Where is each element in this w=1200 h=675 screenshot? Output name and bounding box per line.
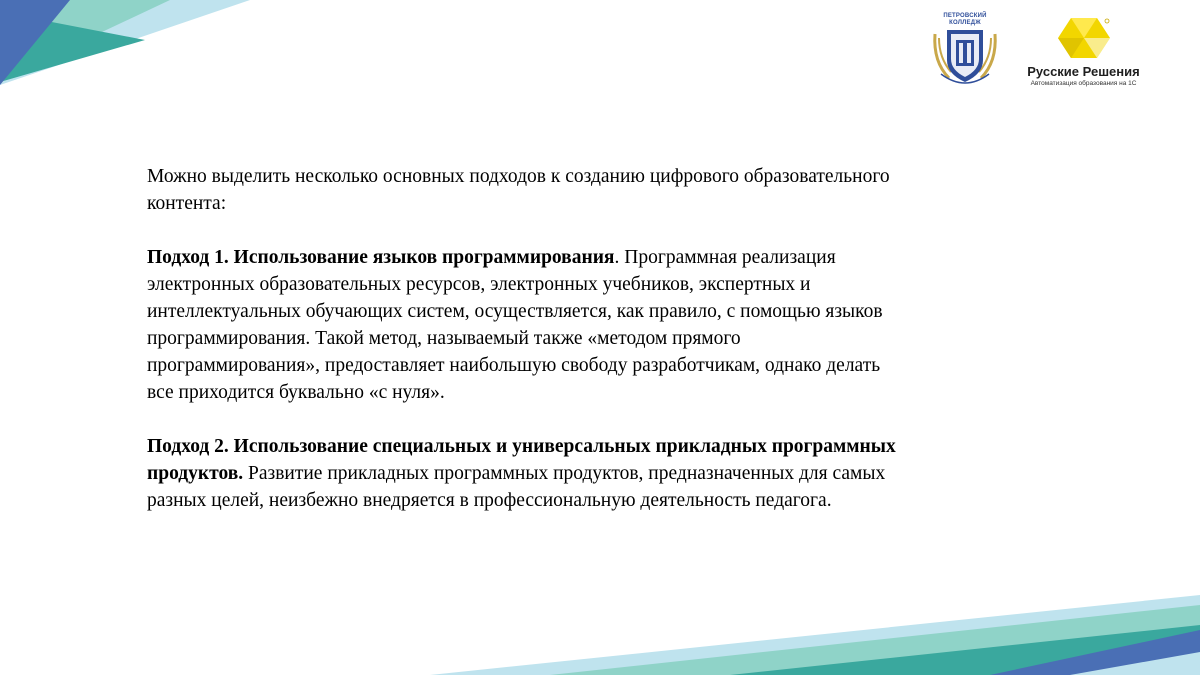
- approach-1-heading: Подход 1. Использование языков программирования: [147, 247, 615, 268]
- partner-subtitle: Автоматизация образования на 1С: [1030, 79, 1137, 87]
- approach-2-text: Развитие прикладных программных продуктов, предназначенных для самых разных целей, неизбежно внедряется в профессиональную деятельность педагога.: [147, 463, 886, 511]
- college-name-line1: ПЕТРОВСКИЙ: [943, 13, 987, 19]
- partner-hexagon-icon: [1058, 16, 1110, 60]
- approach-2-heading: Подход 2. Использование специальных и универсальных прикладных программных продуктов.: [147, 436, 896, 484]
- approach-2-paragraph: [147, 433, 907, 514]
- top-left-decoration: [0, 0, 260, 85]
- partner-title: Русские Решения: [1027, 63, 1140, 79]
- approach-1-text: . Программная реализация электронных образовательных ресурсов, электронных учебников, экспертных и интеллектуальных обучающих систем, осуществляется, как правило, с помощью языков программирования. Такой метод, называемый также «методом прямого программирования», предоставляет наибольшую свободу разработчикам, однако делать все приходится буквально «с нуля».: [147, 247, 883, 403]
- college-logo: [927, 12, 1003, 90]
- header-logos: [927, 12, 1146, 90]
- partner-logo: [1021, 16, 1146, 87]
- approach-1-paragraph: [147, 244, 907, 406]
- college-name-line2: КОЛЛЕДЖ: [949, 20, 981, 26]
- bottom-right-decoration: [430, 590, 1200, 675]
- intro-paragraph: Можно выделить несколько основных подходов к созданию цифрового образовательного контента:: [147, 166, 890, 214]
- slide-body: [147, 163, 907, 541]
